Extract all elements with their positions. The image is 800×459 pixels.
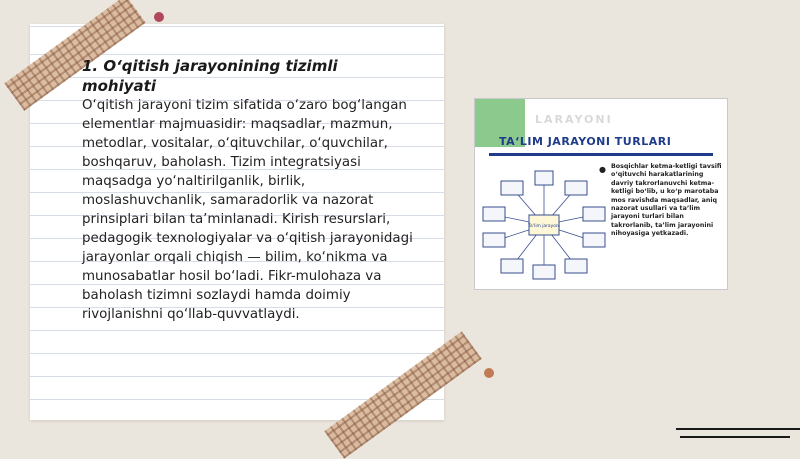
diagram-box: [501, 181, 523, 195]
pin-top: [154, 12, 164, 22]
process-diagram: [479, 165, 609, 285]
diagram-box: [565, 259, 587, 273]
diagram-box: [501, 259, 523, 273]
picture-faded-header: LARAYONI: [535, 113, 613, 126]
diagram-center-label: Ta‘lim jarayoni: [528, 224, 560, 229]
embedded-slide-image[interactable]: [474, 98, 728, 290]
diagram-box: [483, 233, 505, 247]
slide-title[interactable]: 1. O‘qitish jarayonining tizimli mohiyati: [82, 57, 338, 95]
diagram-box: [483, 207, 505, 221]
picture-title: TA‘LIM JARAYONI TURLARI: [499, 135, 672, 148]
slide-body-text[interactable]: O‘qitish jarayoni tizim sifatida o‘zaro bog‘langan elementlar majmuasidir: maqsadlar, mazmun, metodlar, vositalar, o‘qituvchilar, o‘quvchilar, boshqaruv, baholash. Tizim integratsiyasi maqsadga yo‘naltirilganlik, birlik, moslashuvchanlik, samaradorlik va nazorat prinsiplari bilan ta’minlanadi. Kirish resurslari, pedagogik texnologiyalar va o‘qitish jarayonidagi jarayonlar orqali chiqish — bilim, ko‘nikma va munosabatlar hosil bo‘ladi. Fikr-mulohaza va baholash tizimni sozlaydi hamda doimiy rivojlanishni qo‘llab-quvvatlaydi.: [82, 98, 413, 322]
decorative-line: [680, 436, 790, 438]
picture-bullet-text: Bosqichlar ketma-ketligi tavsifi o‘qituvchi harakatlarining davriy takrorlanuvchi ketma-ketligi bo‘lib, u ko‘p marotaba mos ravishda maqsadlar, aniq nazorat usullari va ta’lim jarayoni turlari bilan takrorlanib, ta’lim jarayonini nihoyasiga yetkazadi.: [611, 163, 722, 238]
decorative-lines: [676, 424, 800, 444]
bullet-dot-icon: ●: [599, 165, 606, 174]
diagram-box: [583, 233, 605, 247]
diagram-box: [533, 265, 555, 279]
decorative-line: [676, 428, 800, 430]
picture-title-underline: [489, 153, 713, 156]
diagram-box: [583, 207, 605, 221]
pin-bottom: [484, 368, 494, 378]
diagram-box: [535, 171, 553, 185]
diagram-box: [565, 181, 587, 195]
